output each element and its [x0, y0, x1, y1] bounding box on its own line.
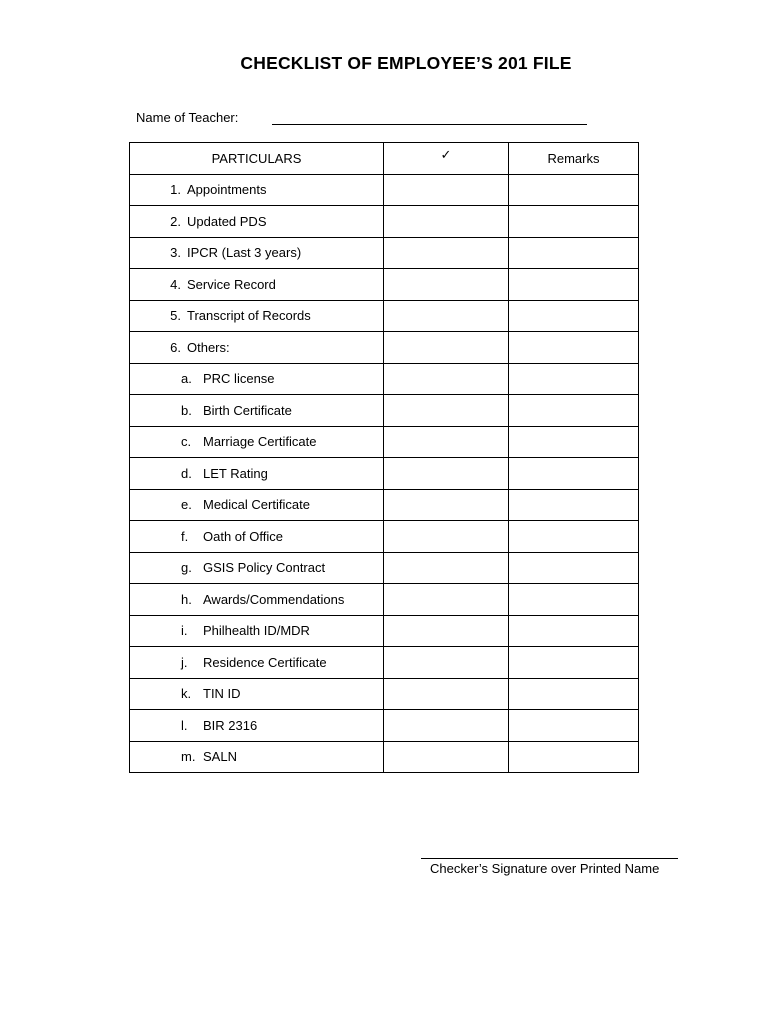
remarks-cell[interactable] — [509, 237, 639, 269]
page-title: CHECKLIST OF EMPLOYEE’S 201 FILE — [240, 53, 572, 73]
table-row — [130, 710, 639, 742]
subitem-letter: j. — [181, 654, 188, 670]
remarks-cell[interactable] — [509, 395, 639, 427]
check-cell[interactable] — [384, 489, 509, 521]
check-cell[interactable] — [384, 710, 509, 742]
remarks-cell[interactable] — [509, 426, 639, 458]
item-number: 2. — [170, 213, 181, 229]
item-number: 4. — [170, 276, 181, 292]
remarks-cell[interactable] — [509, 269, 639, 301]
check-cell[interactable] — [384, 269, 509, 301]
table-row — [130, 206, 639, 238]
remarks-cell[interactable] — [509, 489, 639, 521]
checklist-table — [129, 142, 639, 773]
subitem-label: Medical Certificate — [203, 497, 310, 513]
remarks-cell[interactable] — [509, 174, 639, 206]
particulars-cell — [130, 552, 384, 584]
subitem-letter: l. — [181, 717, 188, 733]
check-cell[interactable] — [384, 206, 509, 238]
particulars-cell — [130, 710, 384, 742]
particulars-cell — [130, 458, 384, 490]
item-label: Transcript of Records — [187, 308, 311, 324]
check-cell[interactable] — [384, 647, 509, 679]
check-cell[interactable] — [384, 552, 509, 584]
table-row — [130, 552, 639, 584]
particulars-cell — [130, 489, 384, 521]
subitem-label: SALN — [203, 749, 237, 765]
check-cell[interactable] — [384, 363, 509, 395]
particulars-cell — [130, 647, 384, 679]
subitem-label: LET Rating — [203, 465, 268, 481]
checkmark-header — [384, 143, 509, 175]
particulars-cell — [130, 615, 384, 647]
remarks-cell[interactable] — [509, 363, 639, 395]
particulars-cell — [130, 521, 384, 553]
particulars-cell — [130, 741, 384, 773]
check-cell[interactable] — [384, 237, 509, 269]
table-row — [130, 584, 639, 616]
subitem-letter: h. — [181, 591, 192, 607]
remarks-cell[interactable] — [509, 552, 639, 584]
check-cell[interactable] — [384, 395, 509, 427]
check-cell[interactable] — [384, 584, 509, 616]
particulars-cell — [130, 174, 384, 206]
check-cell[interactable] — [384, 741, 509, 773]
subitem-label: Philhealth ID/MDR — [203, 623, 310, 639]
remarks-cell[interactable] — [509, 584, 639, 616]
check-cell[interactable] — [384, 332, 509, 364]
check-cell[interactable] — [384, 615, 509, 647]
table-row — [130, 615, 639, 647]
subitem-letter: m. — [181, 749, 196, 765]
subitem-label: Marriage Certificate — [203, 434, 317, 450]
remarks-cell[interactable] — [509, 521, 639, 553]
subitem-letter: b. — [181, 402, 192, 418]
subitem-label: Birth Certificate — [203, 402, 292, 418]
subitem-letter: i. — [181, 623, 188, 639]
check-cell[interactable] — [384, 678, 509, 710]
item-number: 3. — [170, 245, 181, 261]
remarks-cell[interactable] — [509, 206, 639, 238]
subitem-letter: d. — [181, 465, 192, 481]
table-row — [130, 237, 639, 269]
particulars-cell — [130, 678, 384, 710]
item-label: Updated PDS — [187, 213, 267, 229]
particulars-header: PARTICULARS — [130, 143, 384, 175]
name-of-teacher-field[interactable] — [272, 124, 587, 125]
table-row — [130, 395, 639, 427]
item-label: Appointments — [187, 182, 267, 198]
remarks-cell[interactable] — [509, 741, 639, 773]
remarks-cell[interactable] — [509, 300, 639, 332]
table-row — [130, 300, 639, 332]
check-cell[interactable] — [384, 300, 509, 332]
signature-label: Checker’s Signature over Printed Name — [430, 861, 660, 876]
table-row — [130, 678, 639, 710]
particulars-cell — [130, 395, 384, 427]
check-cell[interactable] — [384, 174, 509, 206]
subitem-label: PRC license — [203, 371, 275, 387]
item-label: IPCR (Last 3 years) — [187, 245, 302, 261]
subitem-letter: k. — [181, 686, 192, 702]
subitem-label: BIR 2316 — [203, 717, 258, 733]
check-cell[interactable] — [384, 521, 509, 553]
item-number: 5. — [170, 308, 181, 324]
subitem-label: Awards/Commendations — [203, 591, 345, 607]
table-row — [130, 174, 639, 206]
name-of-teacher-label: Name of Teacher: — [136, 110, 239, 125]
table-row — [130, 426, 639, 458]
subitem-label: Oath of Office — [203, 528, 283, 544]
table-row — [130, 332, 639, 364]
particulars-cell — [130, 269, 384, 301]
table-row — [130, 363, 639, 395]
remarks-header: Remarks — [509, 143, 639, 175]
particulars-cell — [130, 332, 384, 364]
item-label: Service Record — [187, 276, 276, 292]
subitem-label: Residence Certificate — [203, 654, 327, 670]
particulars-cell — [130, 237, 384, 269]
item-number: 1. — [170, 182, 181, 198]
item-label: Others: — [187, 339, 230, 355]
subitem-letter: a. — [181, 371, 192, 387]
remarks-cell[interactable] — [509, 710, 639, 742]
item-number: 6. — [170, 339, 181, 355]
subitem-label: TIN ID — [203, 686, 241, 702]
table-header-row — [130, 143, 639, 175]
subitem-letter: e. — [181, 497, 192, 513]
particulars-cell — [130, 206, 384, 238]
particulars-cell — [130, 426, 384, 458]
check-cell[interactable] — [384, 426, 509, 458]
subitem-letter: f. — [181, 528, 189, 544]
particulars-cell — [130, 363, 384, 395]
signature-line[interactable] — [421, 858, 678, 859]
table-row — [130, 489, 639, 521]
table-row — [130, 647, 639, 679]
remarks-cell[interactable] — [509, 647, 639, 679]
remarks-cell[interactable] — [509, 678, 639, 710]
table-row — [130, 458, 639, 490]
check-cell[interactable] — [384, 458, 509, 490]
remarks-cell[interactable] — [509, 332, 639, 364]
subitem-letter: g. — [181, 560, 192, 576]
particulars-cell — [130, 584, 384, 616]
checkmark-icon: ✓ — [440, 147, 452, 163]
subitem-label: GSIS Policy Contract — [203, 560, 326, 576]
remarks-cell[interactable] — [509, 615, 639, 647]
table-row — [130, 269, 639, 301]
remarks-cell[interactable] — [509, 458, 639, 490]
table-row — [130, 741, 639, 773]
table-row — [130, 521, 639, 553]
particulars-cell — [130, 300, 384, 332]
subitem-letter: c. — [181, 434, 192, 450]
